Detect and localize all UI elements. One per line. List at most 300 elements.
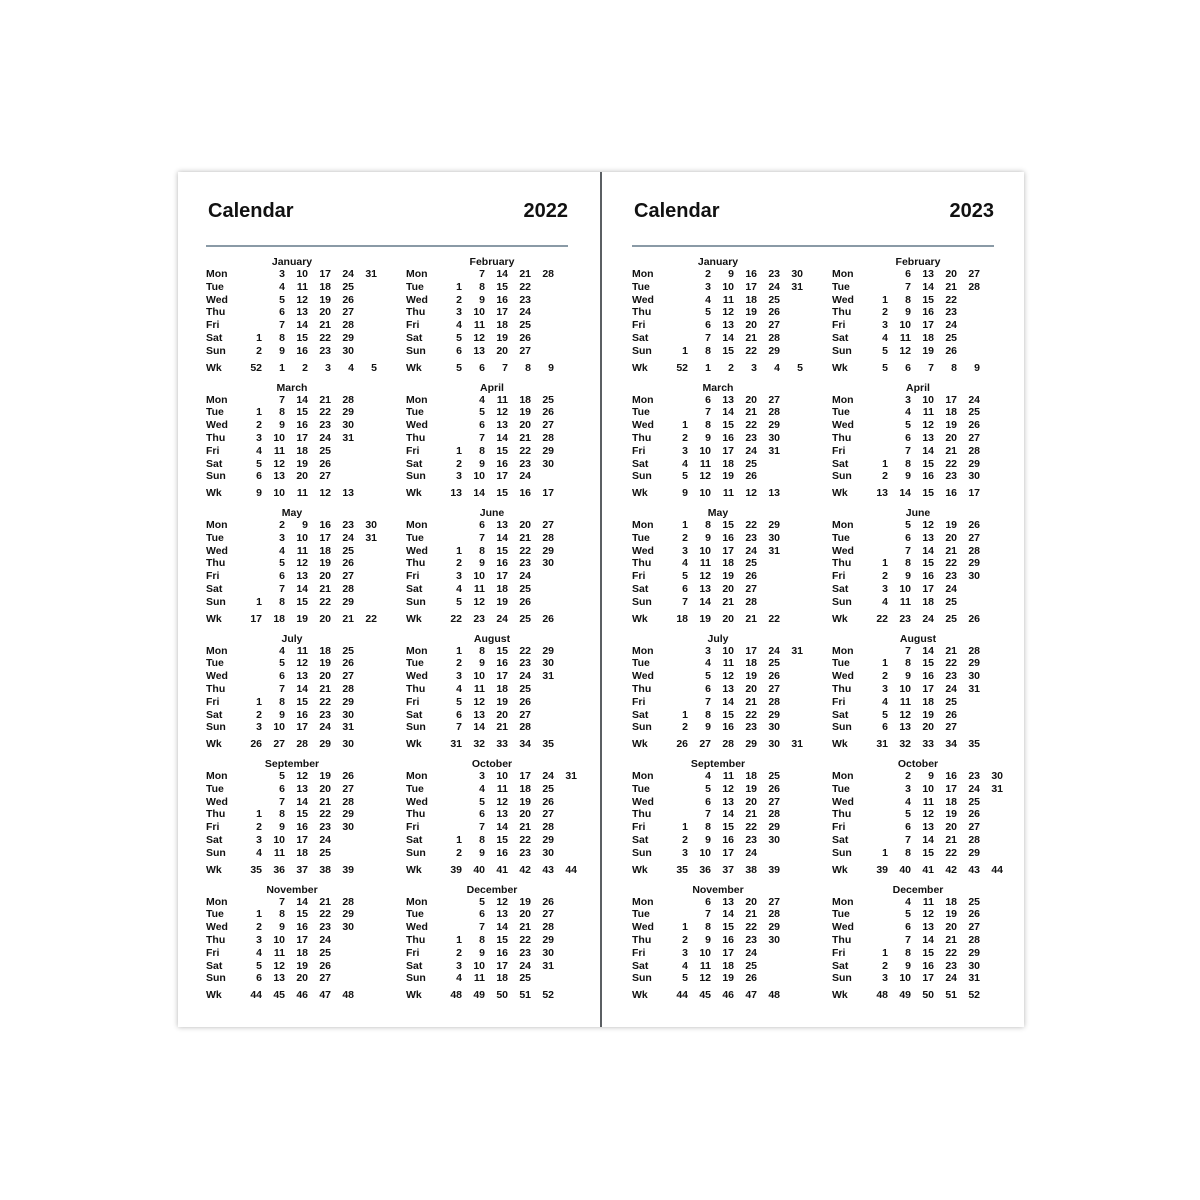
day-cell: 26 — [968, 808, 980, 821]
weekday-row — [206, 294, 378, 307]
day-cell: 32 — [473, 738, 485, 751]
weekday-row — [206, 268, 378, 281]
day-cell: 5 — [256, 959, 262, 972]
weekday-row — [206, 657, 378, 670]
row-label: Wk — [632, 863, 648, 876]
day-cell: 4 — [905, 406, 911, 419]
row-label: Fri — [832, 570, 846, 583]
weekday-row — [832, 783, 1004, 796]
day-cell: 10 — [273, 721, 285, 734]
row-label: Tue — [406, 531, 424, 544]
day-cell: 18 — [496, 682, 508, 695]
day-cell: 17 — [296, 431, 308, 444]
weekday-row — [632, 458, 804, 471]
day-cell: 3 — [279, 531, 285, 544]
day-cell: 6 — [279, 570, 285, 583]
day-cell: 20 — [519, 808, 531, 821]
weekday-row — [406, 834, 578, 847]
day-cell: 28 — [968, 834, 980, 846]
day-cell: 2 — [256, 821, 262, 834]
day-cell: 30 — [342, 821, 354, 834]
month-name: April — [480, 381, 504, 394]
day-cell: 27 — [699, 738, 711, 751]
day-cell: 8 — [479, 444, 485, 457]
row-label: Fri — [406, 570, 420, 583]
day-cell: 11 — [899, 332, 911, 344]
day-cell: 44 — [991, 863, 1003, 876]
month-december — [406, 884, 578, 1004]
row-label: Thu — [632, 306, 652, 319]
day-cell: 8 — [705, 344, 711, 357]
row-label: Fri — [632, 319, 646, 332]
day-cell: 5 — [905, 808, 911, 821]
day-cell: 25 — [768, 293, 780, 306]
day-cell: 47 — [319, 989, 331, 1002]
day-cell: 17 — [296, 834, 308, 846]
weekday-row — [206, 406, 378, 419]
row-label: Wed — [406, 293, 428, 306]
page-2022 — [206, 172, 577, 1027]
month-october — [406, 758, 578, 878]
day-cell: 19 — [945, 519, 957, 531]
day-cell: 41 — [922, 863, 934, 876]
day-cell: 48 — [768, 989, 780, 1002]
day-cell: 12 — [496, 895, 508, 908]
day-cell: 1 — [882, 557, 888, 570]
weekday-row — [206, 394, 378, 407]
row-label: Thu — [206, 306, 226, 319]
day-cell: 17 — [722, 946, 734, 959]
day-cell: 21 — [519, 268, 531, 280]
day-cell: 8 — [705, 708, 711, 721]
day-cell: 22 — [745, 821, 757, 834]
day-cell: 11 — [899, 595, 911, 608]
day-cell: 13 — [722, 795, 734, 808]
day-cell: 16 — [296, 708, 308, 721]
day-cell: 20 — [945, 921, 957, 934]
weekday-row — [206, 345, 378, 358]
day-cell: 28 — [745, 595, 757, 608]
day-cell: 13 — [699, 583, 711, 595]
day-cell: 26 — [342, 293, 354, 306]
day-cell: 23 — [745, 431, 757, 444]
day-cell: 10 — [922, 393, 934, 406]
day-cell: 12 — [922, 908, 934, 921]
day-cell: 4 — [705, 657, 711, 670]
day-cell: 22 — [365, 612, 377, 625]
day-cell: 12 — [273, 959, 285, 972]
day-cell: 34 — [519, 738, 531, 751]
day-cell: 10 — [699, 846, 711, 859]
weekday-row — [406, 796, 578, 809]
day-cell: 6 — [905, 531, 911, 544]
day-cell: 20 — [319, 306, 331, 319]
day-cell: 6 — [256, 972, 262, 985]
day-cell: 23 — [519, 946, 531, 959]
day-cell: 24 — [519, 306, 531, 319]
weekday-row — [206, 470, 378, 483]
day-cell: 18 — [945, 895, 957, 908]
day-cell: 4 — [682, 557, 688, 570]
weekday-row — [832, 709, 1004, 722]
day-cell: 28 — [542, 431, 554, 444]
row-label: Mon — [832, 895, 854, 908]
day-cell: 16 — [496, 946, 508, 959]
day-cell: 2 — [682, 721, 688, 734]
row-label: Wed — [632, 544, 654, 557]
weekday-row — [632, 947, 804, 960]
month-july — [206, 633, 378, 753]
day-cell: 14 — [296, 795, 308, 808]
weekday-row — [406, 645, 578, 658]
day-cell: 28 — [342, 393, 354, 406]
day-cell: 3 — [882, 972, 888, 985]
day-cell: 30 — [991, 770, 1003, 782]
day-cell: 11 — [722, 770, 734, 782]
day-cell: 15 — [296, 595, 308, 608]
weekday-row — [406, 847, 578, 860]
row-label: Sun — [632, 846, 652, 859]
row-label: Thu — [206, 933, 226, 946]
day-cell: 24 — [768, 280, 780, 293]
day-cell: 24 — [945, 682, 957, 695]
day-cell: 35 — [542, 738, 554, 751]
day-cell: 10 — [496, 770, 508, 782]
day-cell: 20 — [319, 782, 331, 795]
day-cell: 19 — [745, 306, 757, 319]
month-november — [632, 884, 804, 1004]
day-cell: 29 — [542, 644, 554, 657]
day-cell: 12 — [296, 657, 308, 670]
day-cell: 17 — [945, 393, 957, 406]
day-cell: 2 — [682, 834, 688, 846]
row-label: Wed — [406, 419, 428, 432]
weekday-row — [632, 709, 804, 722]
row-label: Thu — [406, 431, 426, 444]
day-cell: 14 — [922, 834, 934, 846]
row-label: Sat — [832, 457, 849, 470]
day-cell: 14 — [922, 544, 934, 557]
day-cell: 2 — [682, 431, 688, 444]
day-cell: 10 — [273, 933, 285, 946]
weekday-row — [832, 808, 1004, 821]
day-cell: 14 — [473, 487, 485, 500]
day-cell: 39 — [450, 863, 462, 876]
day-cell: 27 — [542, 419, 554, 432]
weekday-row — [632, 972, 804, 985]
day-cell: 15 — [922, 487, 934, 500]
row-label: Thu — [406, 933, 426, 946]
day-cell: 13 — [273, 972, 285, 985]
row-label: Sat — [632, 708, 649, 721]
day-cell: 23 — [745, 531, 757, 544]
day-cell: 21 — [722, 595, 734, 608]
row-label: Thu — [406, 557, 426, 570]
day-cell: 20 — [319, 670, 331, 683]
day-cell: 1 — [256, 406, 262, 419]
day-cell: 16 — [745, 268, 757, 280]
day-cell: 25 — [542, 393, 554, 406]
day-cell: 5 — [479, 406, 485, 419]
weekday-row — [632, 519, 804, 532]
day-cell: 2 — [905, 770, 911, 782]
month-september — [632, 758, 804, 878]
day-cell: 23 — [745, 721, 757, 734]
day-cell: 29 — [768, 821, 780, 834]
weekday-row — [832, 796, 1004, 809]
weekday-row — [406, 960, 578, 973]
month-june — [406, 507, 578, 627]
day-cell: 27 — [968, 431, 980, 444]
day-cell: 51 — [945, 989, 957, 1002]
day-cell: 8 — [279, 695, 285, 708]
day-cell: 15 — [296, 406, 308, 419]
header-rule — [206, 245, 568, 247]
day-cell: 10 — [722, 280, 734, 293]
day-cell: 28 — [342, 583, 354, 595]
row-label: Wk — [406, 612, 422, 625]
day-cell: 23 — [319, 344, 331, 357]
day-cell: 8 — [705, 821, 711, 834]
day-cell: 27 — [968, 531, 980, 544]
weekday-row — [632, 783, 804, 796]
week-number-row — [406, 989, 578, 1002]
day-cell: 31 — [791, 738, 803, 751]
day-cell: 5 — [456, 361, 462, 374]
day-cell: 11 — [922, 895, 934, 908]
weekday-row — [406, 394, 578, 407]
day-cell: 20 — [745, 319, 757, 332]
page-2023 — [632, 172, 1003, 1027]
day-cell: 21 — [745, 612, 757, 625]
day-cell: 18 — [745, 657, 757, 670]
row-label: Fri — [406, 821, 420, 834]
day-cell: 21 — [945, 933, 957, 946]
month-name: April — [906, 381, 930, 394]
day-cell: 29 — [542, 834, 554, 846]
weekday-row — [632, 406, 804, 419]
day-cell: 10 — [699, 487, 711, 500]
day-cell: 3 — [479, 770, 485, 782]
day-cell: 2 — [682, 933, 688, 946]
month-may — [632, 507, 804, 627]
day-cell: 45 — [699, 989, 711, 1002]
day-cell: 24 — [745, 444, 757, 457]
day-cell: 31 — [968, 972, 980, 985]
day-cell: 11 — [722, 657, 734, 670]
weekday-row — [406, 458, 578, 471]
day-cell: 1 — [256, 695, 262, 708]
day-cell: 20 — [745, 795, 757, 808]
day-cell: 10 — [473, 470, 485, 483]
row-label: Mon — [832, 519, 854, 531]
day-cell: 18 — [273, 612, 285, 625]
row-label: Mon — [832, 268, 854, 280]
page-header — [632, 200, 994, 230]
day-cell: 22 — [945, 293, 957, 306]
month-name: July — [707, 632, 729, 645]
weekday-row — [406, 306, 578, 319]
day-cell: 29 — [342, 332, 354, 344]
week-number-row — [406, 738, 578, 751]
day-cell: 5 — [456, 595, 462, 608]
day-cell: 49 — [899, 989, 911, 1002]
day-cell: 19 — [745, 782, 757, 795]
day-cell: 1 — [456, 933, 462, 946]
day-cell: 31 — [542, 959, 554, 972]
weekday-row — [406, 557, 578, 570]
day-cell: 1 — [682, 519, 688, 531]
row-label: Mon — [206, 519, 228, 531]
day-cell: 13 — [496, 419, 508, 432]
weekday-row — [832, 657, 1004, 670]
day-cell: 13 — [722, 895, 734, 908]
day-cell: 15 — [496, 834, 508, 846]
day-cell: 7 — [479, 268, 485, 280]
day-cell: 5 — [797, 361, 803, 374]
row-label: Tue — [832, 531, 850, 544]
day-cell: 22 — [319, 908, 331, 921]
month-name: November — [692, 883, 744, 896]
row-label: Tue — [632, 531, 650, 544]
day-cell: 13 — [473, 344, 485, 357]
day-cell: 10 — [699, 946, 711, 959]
row-label: Sat — [206, 583, 223, 595]
day-cell: 24 — [319, 834, 331, 846]
day-cell: 46 — [296, 989, 308, 1002]
day-cell: 2 — [882, 470, 888, 483]
day-cell: 31 — [768, 444, 780, 457]
row-label: Sat — [406, 708, 423, 721]
day-cell: 15 — [722, 821, 734, 834]
day-cell: 14 — [496, 431, 508, 444]
day-cell: 7 — [705, 406, 711, 419]
day-cell: 15 — [922, 657, 934, 670]
month-november — [206, 884, 378, 1004]
day-cell: 19 — [745, 670, 757, 683]
day-cell: 7 — [928, 361, 934, 374]
day-cell: 8 — [705, 419, 711, 432]
day-cell: 12 — [722, 306, 734, 319]
week-number-row — [832, 738, 1004, 751]
day-cell: 30 — [768, 834, 780, 846]
day-cell: 27 — [768, 319, 780, 332]
day-cell: 10 — [899, 319, 911, 332]
weekday-row — [406, 783, 578, 796]
day-cell: 14 — [496, 531, 508, 544]
weekday-row — [406, 721, 578, 734]
day-cell: 28 — [968, 280, 980, 293]
day-cell: 28 — [968, 644, 980, 657]
day-cell: 26 — [542, 612, 554, 625]
row-label: Sun — [632, 470, 652, 483]
row-label: Tue — [832, 280, 850, 293]
month-march — [632, 382, 804, 502]
day-cell: 11 — [473, 319, 485, 332]
day-cell: 3 — [325, 361, 331, 374]
row-label: Wk — [406, 738, 422, 751]
day-cell: 17 — [296, 933, 308, 946]
day-cell: 26 — [945, 708, 957, 721]
day-cell: 32 — [899, 738, 911, 751]
day-cell: 6 — [479, 808, 485, 821]
day-cell: 8 — [479, 280, 485, 293]
day-cell: 39 — [768, 863, 780, 876]
day-cell: 3 — [256, 721, 262, 734]
day-cell: 26 — [319, 457, 331, 470]
weekday-row — [832, 670, 1004, 683]
row-label: Fri — [406, 695, 420, 708]
row-label: Wed — [206, 670, 228, 683]
day-cell: 27 — [968, 921, 980, 934]
day-cell: 15 — [722, 519, 734, 531]
day-cell: 16 — [922, 959, 934, 972]
day-cell: 24 — [745, 544, 757, 557]
row-label: Thu — [206, 808, 226, 821]
weekday-row — [832, 432, 1004, 445]
week-number-row — [206, 864, 378, 877]
day-cell: 17 — [722, 444, 734, 457]
weekday-row — [832, 934, 1004, 947]
weekday-row — [406, 519, 578, 532]
row-label: Tue — [832, 908, 850, 921]
day-cell: 44 — [565, 863, 577, 876]
day-cell: 48 — [876, 989, 888, 1002]
page-title: Calendar — [208, 200, 294, 222]
day-cell: 27 — [768, 393, 780, 406]
day-cell: 22 — [319, 332, 331, 344]
day-cell: 20 — [722, 612, 734, 625]
weekday-row — [406, 696, 578, 709]
row-label: Wed — [832, 921, 854, 934]
day-cell: 14 — [296, 393, 308, 406]
day-cell: 13 — [922, 821, 934, 834]
day-cell: 3 — [705, 280, 711, 293]
row-label: Sat — [832, 834, 849, 846]
day-cell: 26 — [968, 612, 980, 625]
day-cell: 25 — [319, 946, 331, 959]
day-cell: 15 — [922, 293, 934, 306]
month-august — [406, 633, 578, 753]
row-label: Fri — [206, 444, 220, 457]
day-cell: 11 — [922, 795, 934, 808]
day-cell: 10 — [899, 682, 911, 695]
month-name: May — [281, 507, 303, 519]
day-cell: 17 — [542, 487, 554, 500]
weekday-row — [406, 345, 578, 358]
day-cell: 19 — [945, 808, 957, 821]
day-cell: 30 — [768, 531, 780, 544]
row-label: Fri — [206, 695, 220, 708]
day-cell: 11 — [273, 946, 285, 959]
weekday-row — [832, 519, 1004, 532]
day-cell: 48 — [342, 989, 354, 1002]
day-cell: 8 — [905, 846, 911, 859]
row-label: Sun — [406, 721, 426, 734]
weekday-row — [406, 432, 578, 445]
day-cell: 51 — [519, 989, 531, 1002]
day-cell: 23 — [319, 708, 331, 721]
day-cell: 8 — [479, 644, 485, 657]
week-number-row — [632, 487, 804, 500]
row-label: Sun — [632, 595, 652, 608]
day-cell: 17 — [496, 959, 508, 972]
day-cell: 23 — [519, 293, 531, 306]
day-cell: 12 — [699, 470, 711, 483]
weekday-row — [206, 281, 378, 294]
day-cell: 9 — [682, 487, 688, 500]
row-label: Thu — [406, 682, 426, 695]
